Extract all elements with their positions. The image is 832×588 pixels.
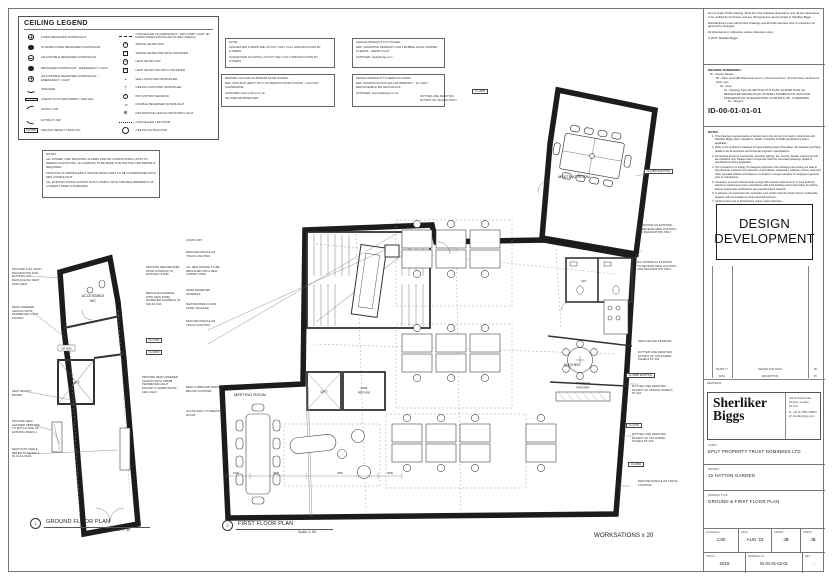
ff-room-storage: STORAGE [575,381,591,385]
gf-annotation-post-shelf: NEW POST SHELF - REFER TO DETAIL 1 ID-01-02-06-01 [12,447,40,459]
ff-room-refuge1: FIRE [360,386,368,390]
heat-detector-icon: H [119,59,133,65]
ff-annotation-track-lighting-3: NEW RECTANGULAR TRACK LIGHTING [638,479,678,487]
gf-room-label-lift: LIFT [72,381,80,385]
double-downlight-icon: ○○ [124,102,127,108]
pir-sensor-icon: P [119,94,133,100]
legend-item: FIXED RECESSED DOWNLIGHT [24,32,115,42]
note-furniture: NOTE: SUGGESTED FURNITURE LAYOUT ONLY. FULL SPECIFICATION BY OTHERS. SUGGESTED LIGHTING LAYOUT ONLY. FULL SPECIFICATION BY OTHERS. [225,38,335,68]
ff-annotation-handrail-40mm: 40MM DIAMETER HANDRAIL [186,288,210,296]
concealed-led-strip-icon [119,122,133,123]
ff-dim-2: 4000 [273,472,279,475]
ff-annotation-wc-rooms-1: WC ROOMS AS EXISTING TO RECEIVE NEW LIGHTING AND DECORATION ONLY [637,223,677,235]
ff-annotation-handrail-replace: REPLACE HANDRAIL WITH NEW 40MM DIAMETER HANDRAIL IN SOLID OAK [146,291,180,306]
ff-dim-3: 2250 [337,472,343,475]
ff-dim-4: 4000 [387,472,393,475]
ff-annotation-track-lighting-2: NEW RECTANGULAR TRACK LIGHTING [186,319,216,327]
ceiling-sprinkler-icon: ⊤ [123,84,128,90]
gf-annotation-paint: PROVIDE FULL PAINT DECORATION FOR EXISTING WC - REPLACE WC SEAT WITH NEW [12,267,42,286]
ff-annotation-floor-signage: NEW BRONZE FLOOR LEVEL SIGNAGE [186,302,217,310]
check-value: JB [810,536,816,542]
ff-annotation-nosing-replace: ALL RED NOSING TO BE REPLACED WITH NEW CARPET PADS [186,265,220,277]
ff-room-lift: LIFT [320,390,328,394]
ff-tag-ch2850-existing: CH 2850 EXISTING [644,169,673,174]
tb-notes: NOTES 1. This drawing is representative of design intent only and is to be read in conjunction with Sherliker Biggs' plans, elevations, details, schedules & FF&E specifications where applicable. 2. Refer to the architect's drawings for base building setout information. All substrate and fixing details to be as architects and structural engineers specifications. 3. All services shown ie mechanical, electrical, lighting, fire, security, facade, catering and AV are indicative only. Please read in conjunction with the consultant drawings, details & specifications where applicable. 4. The contractor is to supply, for designers approval, shop drawings and setting out data to fully illustrate methods of construction of all millwork, casegoods, cabinetry, joinery work and other specialist finishes and features. Contractor to supply samples for designers approval prior to manufacture. 5. Contractor to ensure that all works comply with relevant national and / or local authority statutory requirements and in accordance with local building control and codes of practice. Ensure appropriate certifications are provided where required. 6. In advance of construction the contractor must confirm that the interior fitout is achievable together with the installed services and built structure. 7. All dimensions are to finished face unless noted otherwise. [704,128,825,207]
ff-room-meeting-lower: MEETING ROOM [234,392,266,397]
ff-annotation-cupboard: NEW CUPBOARD SPACE BELOW COUNTER [186,385,221,393]
tb-drawing-numbering: DRAWING NUMBERING: ID - Interior Design 00 - Floor Level (B1-Basement Level 1, 00-Ground Floor, 01-First Floor, 02-Second Floor, etc) 01 - Area 01 - Drawing Type (01-SETTING OUT PLAN, 02-FF&E PLAN, 03-REFLECTED CEILING PLAN, 04-SMALL POWER PLAN, 05-FLOOR FINISHES PLAN, 06-ELEVATIONS, 07-DETAILS, 08 - CASEWORK) 01 - Sheet # ID-00-01-01-01 [704,66,825,119]
wall-sprinkler-icon: ⊥ [123,76,128,82]
tb-drawing-title: DRAWING TITLE GROUND & FIRST FLOOR PLAN [704,492,825,506]
ff-annotation-coloured-panels-1: DOTTED LINE DENOTES EXTENT OF COLOURED PANELS PT-204 [638,350,672,362]
drawn-value: JB [783,536,789,542]
supply-air-icon [24,106,38,113]
tb-client: CLIENT EPUT PROPERTY TRUST NOMINEES LTD [704,442,825,456]
tb-fields-row-1: SCALE@A1 1:50 DATE AUG '23 DRAWN JB CHECK JB [704,528,825,553]
job-number-value: 2018 [719,560,730,566]
ceiling-height-icon: CH 0000 [25,129,37,133]
legend-item: ⊤ CEILING MOUNTED SPRINKLER [119,84,213,93]
coms-unit-box [385,245,399,257]
legend-item: CEILING EXTRACTOR [119,127,213,136]
legend-item: P PIR (MOTION SENSOR) [119,92,213,101]
downlight-fixed-icon [24,34,38,40]
ff-annotation-coloured-panels-2: DOTTED LINE DENOTES EXTENT OF COLOURED PANELS PT-204 [632,432,666,444]
ff-tag-ch2850-top: CH 2850 [472,89,488,94]
legend-item: ADJUSTABLE RECESSED DOWNLIGHT - EMERGENCY LIGHT [24,74,115,84]
ff-annotation-glass-wall: GLASS WALL TO MEETING ROOM [186,409,223,417]
firm-address: 194 St Pauls Road, Islington, London N1 2LH M: +44 (0) 7984 748837 W: sherlikerbiggs.com [785,393,820,439]
ff-annotation-ceiling-pendant: NEW CEILING PENDANT [638,339,672,343]
legend-item: S SMOKE DETECTOR [119,41,213,50]
heat-detector-sounder-icon: H [124,68,127,72]
smoke-detector-sounder-icon: S [124,51,127,55]
downlight-adjustable-icon [24,55,38,61]
downlight-ip-icon [24,45,38,51]
gf-annotation-seat-pad: PROVIDE NEW LEATHER SEAT PAD TO MATCH SIZE OF EXISTING BENCH [12,419,40,434]
legend-left-column [24,32,115,136]
first-floor-scale: Scale 1: 50 [298,530,316,534]
ff-room-refuge2: REFUGE [357,390,371,395]
legend-item: H HEAT DETECTOR [119,58,213,67]
legend-right-column [119,32,213,136]
ff-tag-ch2400: CH 2400 [626,423,642,428]
led-strip-light-icon [119,36,133,37]
drawing-title: GROUND & FIRST FLOOR PLAN [708,499,780,504]
note-mep: NOTES: ALL POWER, FIRE SENSORS, ALARMS AND AIR CONDITIONING UNITS TO REMAIN AS EXISTING. ALLOWANCE TO BE MADE FOR TESTING AND REPAIR IF REQUIRED. POSITION OF SPRINKLERS & SMOKE DETECTORS TO BE COORDINATED WITH MEP CONSULTANT. ALL EXISTING INSTALLATIONS MUST COMPLY WITH THE REQUIREMENTS OF CURRENT BS/EN STANDARDS. [42,150,160,198]
ff-tag-ch2880: CH 2880 EXISTING [626,373,655,378]
legend-item: IP RATED FIXED RECESSED DOWNLIGHT [24,42,115,52]
scale-value: 1:50 [716,536,726,542]
drawing-number-value: ID-01-01-02-01 [760,560,788,566]
ff-tag-ch2150: CH 2150 [146,338,162,343]
ff-room-wc: WC [581,279,587,283]
ff-room-printer: PRINTER [576,385,590,390]
ground-floor-plan-title: 1 GROUND FLOOR PLAN [30,518,150,529]
legend-item: S SMOKE DETECTOR WITH SOUNDER [119,49,213,58]
ff-annotation-ceiling-raft: DOTTED LINE DENOTES EXTENT OF CEILING RAFT [420,94,457,102]
firm-logo: Sherliker Biggs [713,395,767,423]
ff-room-kitchen: KITCHEN [564,363,580,367]
legend-item: ⊕ DECORATIVE CEILING MOUNTED LIGHT [119,109,213,118]
speaker-icon [24,86,38,93]
legend-item: ADJUSTABLE RECESSED DOWNLIGHT [24,53,115,63]
project-name: 10 HATTON GARDEN [708,473,755,478]
ff-annotation-track-lighting-1: NEW RECTANGULAR TRACK LIGHTING [186,250,216,258]
decorative-light-icon: ⊕ [123,110,128,117]
extract-air-icon [24,117,38,124]
gf-annotation-ceiling: NEW LOWERED CEILING WITH PERIMETER LIGHT POCKET [12,305,39,320]
legend-item: RECESSED DOWNLIGHT - EMERGENCY LIGHT [24,63,115,73]
smoke-detector-icon: S [119,42,133,48]
ceiling-extractor-icon [119,127,133,134]
ceiling-legend-title: CEILING LEGEND [24,20,213,30]
ceiling-legend [18,16,219,140]
note-stair-nosing: BRONZE COLOUR ALUMINIUM STAIR NOSING REF: NON SLIP HEAVY DUTY ALUMINIUM STAIR NOSING - COLOUR : CHAMPAGNE SUPPLIER: www.mcfloor.co.uk OR SIMILAR APPROVED [221,74,335,107]
legend-item: CONCEALED FLUORESCENT / LED STRIP LIGHT (IP RATED WHEN INSTALLED IN WET AREAS) [119,32,213,41]
tb-fields-row-2: JOB No. 2018 DRAWING No. ID-01-01-02-01 REV - [704,552,825,573]
gf-room-label-wc2: WC [90,299,96,303]
gf-room-label-wc: ACCESSIBLE [81,294,105,298]
downlight-emergency-icon [24,66,38,72]
plan-number-bubble: 1 [30,518,41,529]
legend-item: CH 0000 CEILING HEIGHT FROM FFL [25,128,81,133]
firm-logo-block [707,392,821,440]
note-pendant-meeting: CEILING PENDANT TO MEETING ROOM REF: WINSTAN W7630 CELLAR PENDANT - 11 LIGHT REPLACEABLE 5W LEDS BLACK SUPPLIER: www.lights2go.co.uk [352,74,445,107]
first-floor-plan-title: 2 FIRST FLOOR PLAN [222,520,333,531]
drawing-number-code: ID-00-01-01-01 [708,106,762,116]
ff-annotation-wc-rooms-2: WC ROOMS AS EXISTING TO RECEIVE NEW LIGHTING AND DECORATION ONLY [637,260,677,272]
title-block [703,8,824,572]
ff-room-meeting-top: MEETING ROOM [558,174,590,179]
client-name: EPUT PROPERTY TRUST NOMINEES LTD [708,449,801,454]
ff-annotation-ceiling-panels: DOTTED LINE DENOTES EXTENT OF CEILING PANELS PT-204 [632,384,673,396]
workstations-count-label: WORKSATIONS x 20 [594,532,654,539]
tb-project: PROJECT 10 HATTON GARDEN [704,466,825,480]
tb-disclaimer: Do not scale off this drawing. Work from the indicated dimensions only. All site dimensions to be verified by Contractor and any discrepancies reported back to Sherliker Biggs. Manufacturers must submit shop drawings and all finish samples prior to production for approval by Designer. All dimensions in millimetres unless otherwise noted. © 2022. Sherliker Biggs. [708,11,820,40]
legend-item: EXTRACT AIR [24,115,115,125]
downlight-adj-emergency-icon [24,76,38,82]
rev-value: - [813,560,815,566]
legend-item: LINEAR SLOT DIFFUSERS / GRILLES [24,94,115,104]
plan-number-bubble: 2 [222,520,233,531]
ff-dim-1: 1430 [233,472,239,475]
gf-ceiling-height-tag: CH 2600 [61,347,72,351]
note-pendant-kitchen: CEILING PENDANT TO KITCHEN REF: VALENTINA PENDANT LIGHT BUBBLE GOLD COPPER - 6 HEADS - WARM LIGHT SUPPLIER: thelightway.com [352,38,445,68]
legend-item: CONCEALED LED STRIP [119,118,213,127]
ff-annotation-coms-unit: COMS UNIT [186,238,203,242]
date-value: AUG '23 [746,536,764,542]
ff-annotation-lowered-ceiling: PROVIDE NEW LOWERED CEILING WITH 150MM PERIMETER LIGHT POCKET & WARM WHITE LED LIGHT [142,375,178,394]
legend-item: SPEAKER [24,84,115,94]
legend-item: H HEAT DETECTOR WITH SOUNDER [119,66,213,75]
gf-annotation-tenant-board: NEW TENANT BOARD [12,389,32,397]
legend-item: ○○ DOUBLE RECESSED DOWNLIGHT [119,101,213,110]
revisions-table: - DD.MM.YY REASON FOR ISSUE NO DATE DESCRIPTION BY REVISIONS [704,266,825,392]
linear-diffuser-icon [24,98,38,102]
legend-item: SUPPLY AIR [24,105,115,115]
ff-tag-ch2900: CH 2900 [628,462,644,467]
ff-annotation-stair-nosings: PROVIDE NEW BRONZE STAIR NOSINGS TO EXISTING STAIR [146,265,180,277]
ground-floor-scale: Scale 1: 50 [112,528,130,532]
ff-tag-ch2000: CH 2000 [146,350,162,355]
legend-item: ⊥ WALL MOUNTED SPRINKLER [119,75,213,84]
design-development-stamp: DESIGN DEVELOPMENT [716,204,813,260]
